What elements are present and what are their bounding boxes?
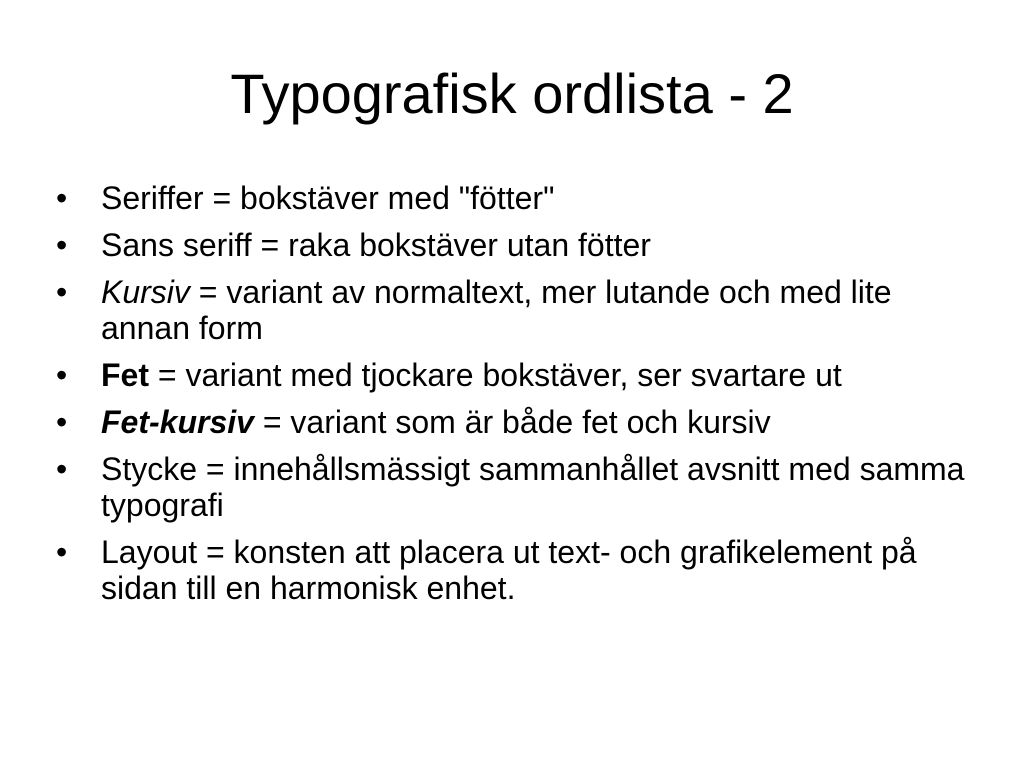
- list-item-text: Layout = konsten att placera ut text- och grafikelement på sidan till en harmonisk enhet.: [101, 534, 917, 606]
- bullet-list: [56, 180, 966, 617]
- list-item-text: Stycke = innehållsmässigt sammanhållet avsnitt med samma typografi: [101, 451, 965, 523]
- list-item: [56, 227, 966, 263]
- list-item: [56, 404, 966, 440]
- list-item-text: Sans seriff = raka bokstäver utan fötter: [101, 227, 651, 263]
- list-item-text: Seriffer = bokstäver med "fötter": [101, 180, 555, 216]
- list-item-term: Fet: [101, 357, 149, 393]
- list-item: [56, 451, 966, 523]
- slide-title: Typografisk ordlista - 2: [230, 62, 794, 125]
- bullet-icon: •: [56, 180, 68, 216]
- list-item-text: = variant med tjockare bokstäver, ser svartare ut: [149, 357, 842, 393]
- list-item: [56, 357, 966, 393]
- bullet-icon: •: [56, 357, 68, 393]
- list-item: [56, 534, 966, 606]
- bullet-icon: •: [56, 451, 68, 487]
- list-item-term: Kursiv: [101, 274, 190, 310]
- list-item-text: = variant som är både fet och kursiv: [253, 404, 771, 440]
- list-item-text: = variant av normaltext, mer lutande och med lite annan form: [101, 274, 892, 346]
- bullet-icon: •: [56, 227, 68, 263]
- bullet-icon: •: [56, 534, 68, 570]
- bullet-icon: •: [56, 274, 68, 310]
- list-item-term: Fet-kursiv: [101, 404, 254, 440]
- bullet-icon: •: [56, 404, 68, 440]
- list-item: [56, 180, 966, 216]
- list-item: [56, 274, 966, 346]
